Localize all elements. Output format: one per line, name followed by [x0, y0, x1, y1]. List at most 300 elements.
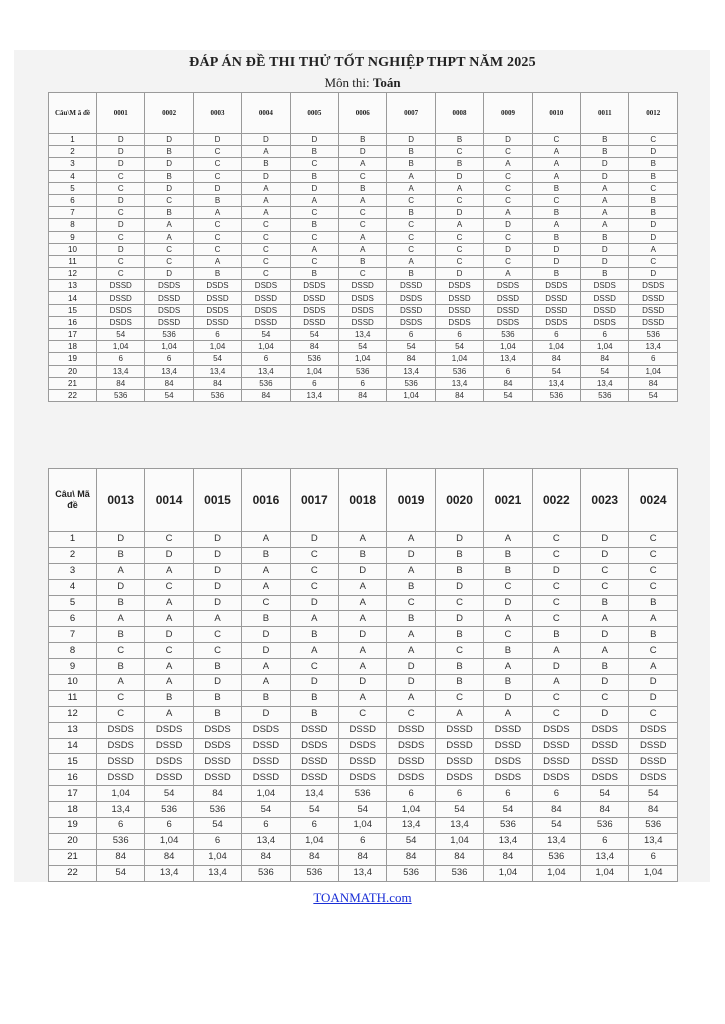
- answer-cell: D: [532, 563, 580, 579]
- answer-cell: 1,04: [532, 341, 580, 353]
- answer-cell: C: [242, 243, 290, 255]
- answer-cell: 6: [484, 786, 532, 802]
- answer-cell: C: [193, 170, 241, 182]
- answer-cell: DSSD: [435, 738, 483, 754]
- answer-cell: 84: [290, 849, 338, 865]
- answer-cell: C: [290, 231, 338, 243]
- exam-code-header: 0001: [97, 93, 145, 134]
- question-number-cell: 2: [49, 547, 97, 563]
- question-number-cell: 20: [49, 833, 97, 849]
- corner-header: Câu\ Mã đề: [49, 469, 97, 532]
- table-row: [49, 563, 678, 579]
- answer-cell: D: [242, 627, 290, 643]
- table-row: [49, 255, 678, 267]
- answer-cell: 84: [97, 849, 145, 865]
- answer-cell: D: [581, 158, 629, 170]
- answer-cell: B: [193, 268, 241, 280]
- answer-cell: D: [532, 659, 580, 675]
- answer-cell: D: [145, 158, 193, 170]
- answer-cell: A: [484, 706, 532, 722]
- answer-cell: D: [435, 170, 483, 182]
- question-number-cell: 16: [49, 316, 97, 328]
- answer-cell: A: [290, 611, 338, 627]
- table-row: [49, 643, 678, 659]
- answer-cell: C: [339, 170, 387, 182]
- answer-cell: DSDS: [145, 304, 193, 316]
- answer-cell: B: [532, 268, 580, 280]
- answer-cell: B: [339, 134, 387, 146]
- answer-cell: D: [193, 134, 241, 146]
- answer-cell: C: [145, 243, 193, 255]
- table-row: [49, 268, 678, 280]
- question-number-cell: 19: [49, 353, 97, 365]
- answer-cell: A: [387, 182, 435, 194]
- question-number-cell: 8: [49, 219, 97, 231]
- answer-cell: C: [532, 579, 580, 595]
- answer-cell: DSDS: [484, 754, 532, 770]
- answer-cell: 536: [242, 377, 290, 389]
- answer-cell: 6: [242, 818, 290, 834]
- exam-code-header: 0018: [339, 469, 387, 532]
- answer-cell: DSSD: [484, 292, 532, 304]
- answer-cell: C: [581, 563, 629, 579]
- question-number-cell: 1: [49, 134, 97, 146]
- answer-cell: A: [145, 659, 193, 675]
- answer-cell: DSDS: [97, 316, 145, 328]
- answer-cell: D: [339, 563, 387, 579]
- answer-cell: D: [97, 579, 145, 595]
- answer-cell: 536: [242, 865, 290, 881]
- answer-cell: C: [242, 231, 290, 243]
- answer-cell: DSSD: [193, 316, 241, 328]
- answer-cell: D: [193, 547, 241, 563]
- answer-cell: 13,4: [387, 818, 435, 834]
- answer-cell: DSSD: [387, 304, 435, 316]
- answer-cell: C: [581, 690, 629, 706]
- answer-cell: B: [290, 146, 338, 158]
- question-number-cell: 8: [49, 643, 97, 659]
- answer-cell: DSSD: [290, 292, 338, 304]
- question-number-cell: 6: [49, 611, 97, 627]
- answer-cell: 6: [629, 353, 678, 365]
- answer-cell: C: [484, 146, 532, 158]
- answer-cell: C: [145, 255, 193, 267]
- answer-cell: D: [581, 243, 629, 255]
- answer-cell: A: [193, 207, 241, 219]
- answer-cell: C: [387, 243, 435, 255]
- answer-cell: C: [290, 659, 338, 675]
- table-row: [49, 365, 678, 377]
- toanmath-link[interactable]: TOANMATH.com: [313, 890, 412, 905]
- answer-cell: 84: [145, 849, 193, 865]
- answer-cell: C: [629, 532, 678, 548]
- exam-code-header: 0014: [145, 469, 193, 532]
- answer-cell: A: [193, 611, 241, 627]
- table-row: [49, 532, 678, 548]
- answer-cell: B: [193, 690, 241, 706]
- answer-cell: 54: [581, 786, 629, 802]
- answer-cell: DSDS: [145, 754, 193, 770]
- answer-cell: 1,04: [145, 341, 193, 353]
- answer-cell: C: [97, 231, 145, 243]
- exam-code-header: 0019: [387, 469, 435, 532]
- answer-cell: DSSD: [145, 770, 193, 786]
- answer-cell: DSDS: [387, 738, 435, 754]
- answer-cell: A: [97, 675, 145, 691]
- answer-cell: DSDS: [484, 770, 532, 786]
- answer-cell: 6: [387, 786, 435, 802]
- answer-cell: B: [435, 627, 483, 643]
- answer-cell: B: [97, 595, 145, 611]
- answer-cell: 13,4: [629, 341, 678, 353]
- answer-cell: C: [629, 182, 678, 194]
- answer-cell: A: [532, 219, 580, 231]
- answer-cell: D: [484, 690, 532, 706]
- answer-cell: DSSD: [435, 304, 483, 316]
- answer-cell: 536: [193, 389, 241, 401]
- answer-cell: 1,04: [581, 341, 629, 353]
- answer-cell: B: [387, 268, 435, 280]
- answer-cell: C: [629, 547, 678, 563]
- answer-cell: D: [629, 675, 678, 691]
- answer-cell: C: [290, 158, 338, 170]
- answer-cell: 84: [435, 849, 483, 865]
- question-number-cell: 17: [49, 329, 97, 341]
- answer-cell: C: [532, 194, 580, 206]
- table-row: [49, 304, 678, 316]
- answer-cell: 6: [193, 329, 241, 341]
- answer-cell: DSSD: [290, 316, 338, 328]
- table-row: [49, 194, 678, 206]
- answer-cell: B: [629, 627, 678, 643]
- answer-cell: D: [435, 611, 483, 627]
- answer-cell: A: [532, 170, 580, 182]
- answer-cell: A: [387, 563, 435, 579]
- answer-cell: DSDS: [290, 738, 338, 754]
- table-row: [49, 690, 678, 706]
- answer-cell: 54: [242, 802, 290, 818]
- answer-cell: 13,4: [242, 833, 290, 849]
- answer-cell: DSSD: [242, 292, 290, 304]
- answer-cell: A: [435, 219, 483, 231]
- answer-cell: C: [290, 547, 338, 563]
- answer-cell: A: [193, 255, 241, 267]
- answer-cell: D: [532, 255, 580, 267]
- answer-cell: 84: [532, 802, 580, 818]
- answer-cell: C: [193, 158, 241, 170]
- answer-cell: DSDS: [193, 738, 241, 754]
- answer-cell: B: [387, 158, 435, 170]
- answer-cell: 6: [145, 353, 193, 365]
- table-row: [49, 231, 678, 243]
- answer-cell: 54: [193, 818, 241, 834]
- answer-cell: DSDS: [532, 280, 580, 292]
- answer-cell: DSDS: [387, 292, 435, 304]
- table-row: [49, 627, 678, 643]
- answer-cell: D: [242, 643, 290, 659]
- answer-cell: 84: [629, 802, 678, 818]
- answer-cell: 6: [193, 833, 241, 849]
- table-row: [49, 377, 678, 389]
- document-title: ĐÁP ÁN ĐỀ THI THỬ TỐT NGHIỆP THPT NĂM 2025: [189, 55, 536, 70]
- exam-code-header: 0011: [581, 93, 629, 134]
- answer-cell: 13,4: [290, 389, 338, 401]
- answer-cell: DSSD: [193, 754, 241, 770]
- answer-cell: C: [97, 170, 145, 182]
- question-number-cell: 3: [49, 158, 97, 170]
- answer-cell: C: [629, 134, 678, 146]
- answer-cell: C: [435, 690, 483, 706]
- answer-cell: A: [484, 207, 532, 219]
- answer-cell: 6: [532, 329, 580, 341]
- answer-cell: 54: [435, 341, 483, 353]
- answer-cell: C: [97, 690, 145, 706]
- table-row: [49, 722, 678, 738]
- answer-cell: C: [290, 255, 338, 267]
- answer-cell: C: [339, 207, 387, 219]
- question-number-cell: 18: [49, 341, 97, 353]
- answer-cell: A: [629, 243, 678, 255]
- table-row: [49, 134, 678, 146]
- answer-cell: A: [581, 643, 629, 659]
- answer-cell: 1,04: [290, 365, 338, 377]
- answer-cell: A: [484, 659, 532, 675]
- answer-cell: A: [97, 563, 145, 579]
- exam-code-header: 0017: [290, 469, 338, 532]
- answer-cell: B: [435, 563, 483, 579]
- answer-cell: C: [242, 595, 290, 611]
- answer-cell: 84: [581, 353, 629, 365]
- answer-cell: D: [435, 532, 483, 548]
- answer-cell: C: [484, 627, 532, 643]
- answer-cell: D: [387, 134, 435, 146]
- exam-code-header: 0023: [581, 469, 629, 532]
- answer-cell: 54: [532, 365, 580, 377]
- answer-cell: A: [532, 158, 580, 170]
- answer-cell: C: [532, 595, 580, 611]
- table-row: [49, 611, 678, 627]
- answer-cell: DSDS: [581, 722, 629, 738]
- answer-cell: 54: [484, 802, 532, 818]
- table-row: [49, 329, 678, 341]
- answer-cell: C: [484, 255, 532, 267]
- answer-cell: C: [629, 643, 678, 659]
- answer-cell: DSSD: [387, 754, 435, 770]
- answer-cell: DSSD: [484, 722, 532, 738]
- question-number-cell: 12: [49, 268, 97, 280]
- answer-cell: B: [145, 690, 193, 706]
- answer-cell: D: [290, 595, 338, 611]
- answer-cell: B: [435, 547, 483, 563]
- table-row: [49, 675, 678, 691]
- answer-cell: C: [387, 595, 435, 611]
- table-row: [49, 849, 678, 865]
- answer-cell: 13,4: [242, 365, 290, 377]
- answer-cell: B: [290, 706, 338, 722]
- answer-cell: D: [339, 146, 387, 158]
- answer-cell: A: [339, 243, 387, 255]
- table-row: [49, 579, 678, 595]
- answer-cell: C: [242, 268, 290, 280]
- answer-cell: C: [97, 255, 145, 267]
- question-number-cell: 11: [49, 255, 97, 267]
- answer-cell: C: [484, 182, 532, 194]
- question-number-cell: 21: [49, 849, 97, 865]
- answer-cell: D: [581, 706, 629, 722]
- answer-cell: 84: [242, 389, 290, 401]
- answer-cell: 536: [532, 849, 580, 865]
- answer-cell: 13,4: [339, 329, 387, 341]
- answer-cell: DSSD: [435, 292, 483, 304]
- answer-cell: 54: [532, 818, 580, 834]
- answer-cell: A: [242, 182, 290, 194]
- answer-cell: C: [339, 219, 387, 231]
- answer-cell: C: [532, 611, 580, 627]
- answer-cell: 536: [145, 329, 193, 341]
- answer-cell: 13,4: [484, 353, 532, 365]
- answer-cell: DSSD: [97, 280, 145, 292]
- answer-cell: 536: [339, 365, 387, 377]
- answer-cell: 1,04: [242, 341, 290, 353]
- table-row: [49, 595, 678, 611]
- answer-cell: 54: [97, 865, 145, 881]
- answer-cell: 536: [532, 389, 580, 401]
- answer-cell: A: [339, 158, 387, 170]
- answer-cell: D: [290, 532, 338, 548]
- answer-cell: C: [242, 255, 290, 267]
- answer-cell: 54: [193, 353, 241, 365]
- table-row: [49, 353, 678, 365]
- answer-cell: DSDS: [435, 316, 483, 328]
- exam-code-header: 0022: [532, 469, 580, 532]
- answer-cell: A: [339, 194, 387, 206]
- answer-cell: 536: [629, 329, 678, 341]
- answer-cell: DSSD: [532, 754, 580, 770]
- answer-cell: DSDS: [242, 722, 290, 738]
- answer-cell: D: [435, 207, 483, 219]
- answer-cell: A: [145, 706, 193, 722]
- answer-cell: DSSD: [339, 280, 387, 292]
- answer-cell: DSDS: [581, 770, 629, 786]
- question-number-cell: 11: [49, 690, 97, 706]
- answer-cell: C: [435, 243, 483, 255]
- table-row: [49, 802, 678, 818]
- answer-cell: 536: [290, 353, 338, 365]
- answer-cell: DSSD: [581, 738, 629, 754]
- answer-cell: 536: [193, 802, 241, 818]
- exam-code-header: 0005: [290, 93, 338, 134]
- answer-cell: B: [97, 547, 145, 563]
- answer-cell: B: [435, 158, 483, 170]
- question-number-cell: 10: [49, 243, 97, 255]
- answer-cell: 1,04: [193, 341, 241, 353]
- answer-cell: A: [484, 158, 532, 170]
- answer-cell: 1,04: [242, 786, 290, 802]
- answer-cell: D: [581, 255, 629, 267]
- answer-cell: D: [145, 134, 193, 146]
- answer-cell: B: [435, 134, 483, 146]
- question-number-cell: 5: [49, 182, 97, 194]
- answer-cell: D: [629, 219, 678, 231]
- answer-cell: A: [145, 595, 193, 611]
- answer-cell: DSDS: [193, 304, 241, 316]
- answer-cell: A: [290, 243, 338, 255]
- answer-cell: C: [387, 231, 435, 243]
- answer-cell: C: [193, 643, 241, 659]
- answer-cell: D: [193, 563, 241, 579]
- answer-cell: D: [193, 182, 241, 194]
- answer-cell: C: [484, 194, 532, 206]
- answer-cell: A: [242, 659, 290, 675]
- answer-cell: C: [629, 255, 678, 267]
- answer-cell: B: [193, 706, 241, 722]
- table-row: [49, 389, 678, 401]
- table-row: [49, 754, 678, 770]
- answer-cell: B: [435, 659, 483, 675]
- answer-cell: D: [581, 627, 629, 643]
- answer-cell: 54: [290, 329, 338, 341]
- answer-cell: 536: [145, 802, 193, 818]
- answer-cell: DSDS: [532, 316, 580, 328]
- answer-cell: A: [145, 563, 193, 579]
- answer-cell: 54: [387, 833, 435, 849]
- answer-cell: 1,04: [532, 865, 580, 881]
- answer-cell: 536: [581, 818, 629, 834]
- answer-cell: 6: [435, 786, 483, 802]
- answer-cell: DSDS: [581, 280, 629, 292]
- answer-cell: C: [484, 579, 532, 595]
- table-row: [49, 280, 678, 292]
- answer-cell: B: [339, 547, 387, 563]
- answer-cell: C: [532, 532, 580, 548]
- answer-cell: D: [145, 547, 193, 563]
- answer-cell: D: [387, 547, 435, 563]
- table-row: [49, 146, 678, 158]
- answer-cell: A: [339, 231, 387, 243]
- answer-cell: 13,4: [435, 377, 483, 389]
- answer-cell: D: [193, 579, 241, 595]
- answer-cell: 84: [290, 341, 338, 353]
- answer-cell: DSDS: [387, 316, 435, 328]
- answer-cell: 13,4: [145, 365, 193, 377]
- answer-cell: A: [339, 595, 387, 611]
- question-number-cell: 19: [49, 818, 97, 834]
- table-row: [49, 243, 678, 255]
- answer-cell: D: [484, 134, 532, 146]
- answer-cell: D: [290, 675, 338, 691]
- answer-cell: 6: [629, 849, 678, 865]
- answer-cell: DSSD: [581, 292, 629, 304]
- answer-cell: C: [629, 563, 678, 579]
- answer-cell: C: [387, 194, 435, 206]
- answer-cell: 84: [145, 377, 193, 389]
- table-row: [49, 292, 678, 304]
- answer-cell: A: [532, 675, 580, 691]
- answer-cell: A: [629, 611, 678, 627]
- answer-table-2: [48, 468, 678, 882]
- answer-cell: DSSD: [290, 770, 338, 786]
- answer-cell: B: [145, 146, 193, 158]
- answer-cell: 13,4: [193, 365, 241, 377]
- answer-cell: DSDS: [145, 280, 193, 292]
- answer-cell: DSDS: [97, 722, 145, 738]
- answer-cell: DSDS: [339, 292, 387, 304]
- answer-cell: B: [242, 547, 290, 563]
- exam-code-header: 0009: [484, 93, 532, 134]
- answer-cell: C: [193, 627, 241, 643]
- answer-cell: A: [629, 659, 678, 675]
- answer-cell: DSSD: [242, 316, 290, 328]
